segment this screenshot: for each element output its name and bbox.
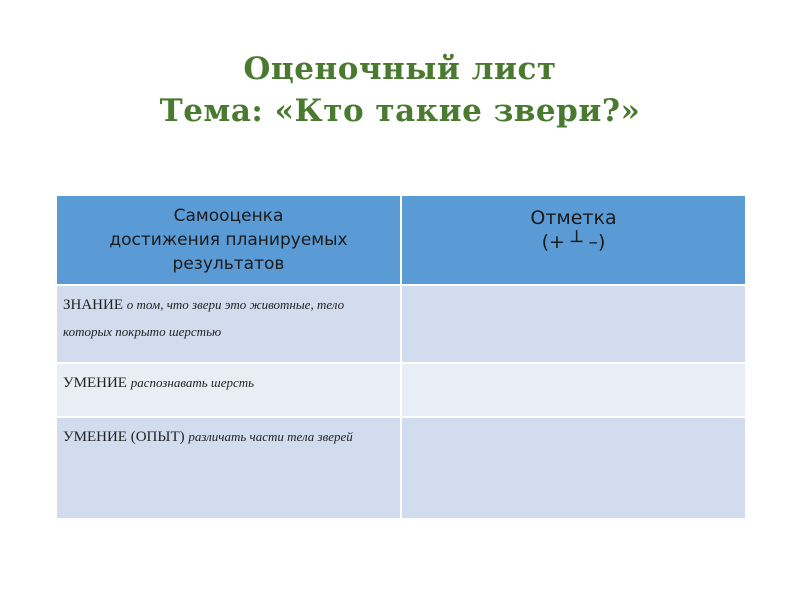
header-right-line-1: Отметка xyxy=(530,207,617,229)
table-row xyxy=(56,363,746,417)
assessment-table xyxy=(55,194,747,520)
title-line-2: Тема: «Кто такие звери?» xyxy=(159,93,641,129)
mark-cell[interactable] xyxy=(401,417,746,519)
criterion-lead: УМЕНИЕ xyxy=(63,375,131,391)
table-row xyxy=(56,285,746,363)
row-criterion xyxy=(56,285,401,363)
header-self-assessment xyxy=(56,195,401,285)
criterion-lead: УМЕНИЕ (ОПЫТ) xyxy=(63,429,189,445)
header-left-line-2: достижения планируемых xyxy=(109,230,348,250)
header-mark xyxy=(401,195,746,285)
mark-cell[interactable] xyxy=(401,363,746,417)
header-left-line-3: результатов xyxy=(172,254,285,274)
table-row xyxy=(56,417,746,519)
header-left-line-1: Самооценка xyxy=(173,206,284,226)
criterion-description: различать части тела зверей xyxy=(188,429,353,444)
row-criterion xyxy=(56,363,401,417)
row-criterion xyxy=(56,417,401,519)
title-line-1: Оценочный лист xyxy=(243,51,557,87)
mark-cell[interactable] xyxy=(401,285,746,363)
criterion-lead: ЗНАНИЕ xyxy=(63,297,127,313)
criterion-description: распознавать шерсть xyxy=(130,375,255,390)
table-header-row xyxy=(56,195,746,285)
page-title xyxy=(0,48,800,132)
criterion-description: о том, что звери это животные, тело которых покрыто шерстью xyxy=(63,297,345,339)
header-right-line-2: (+ ┴ –) xyxy=(541,231,606,253)
